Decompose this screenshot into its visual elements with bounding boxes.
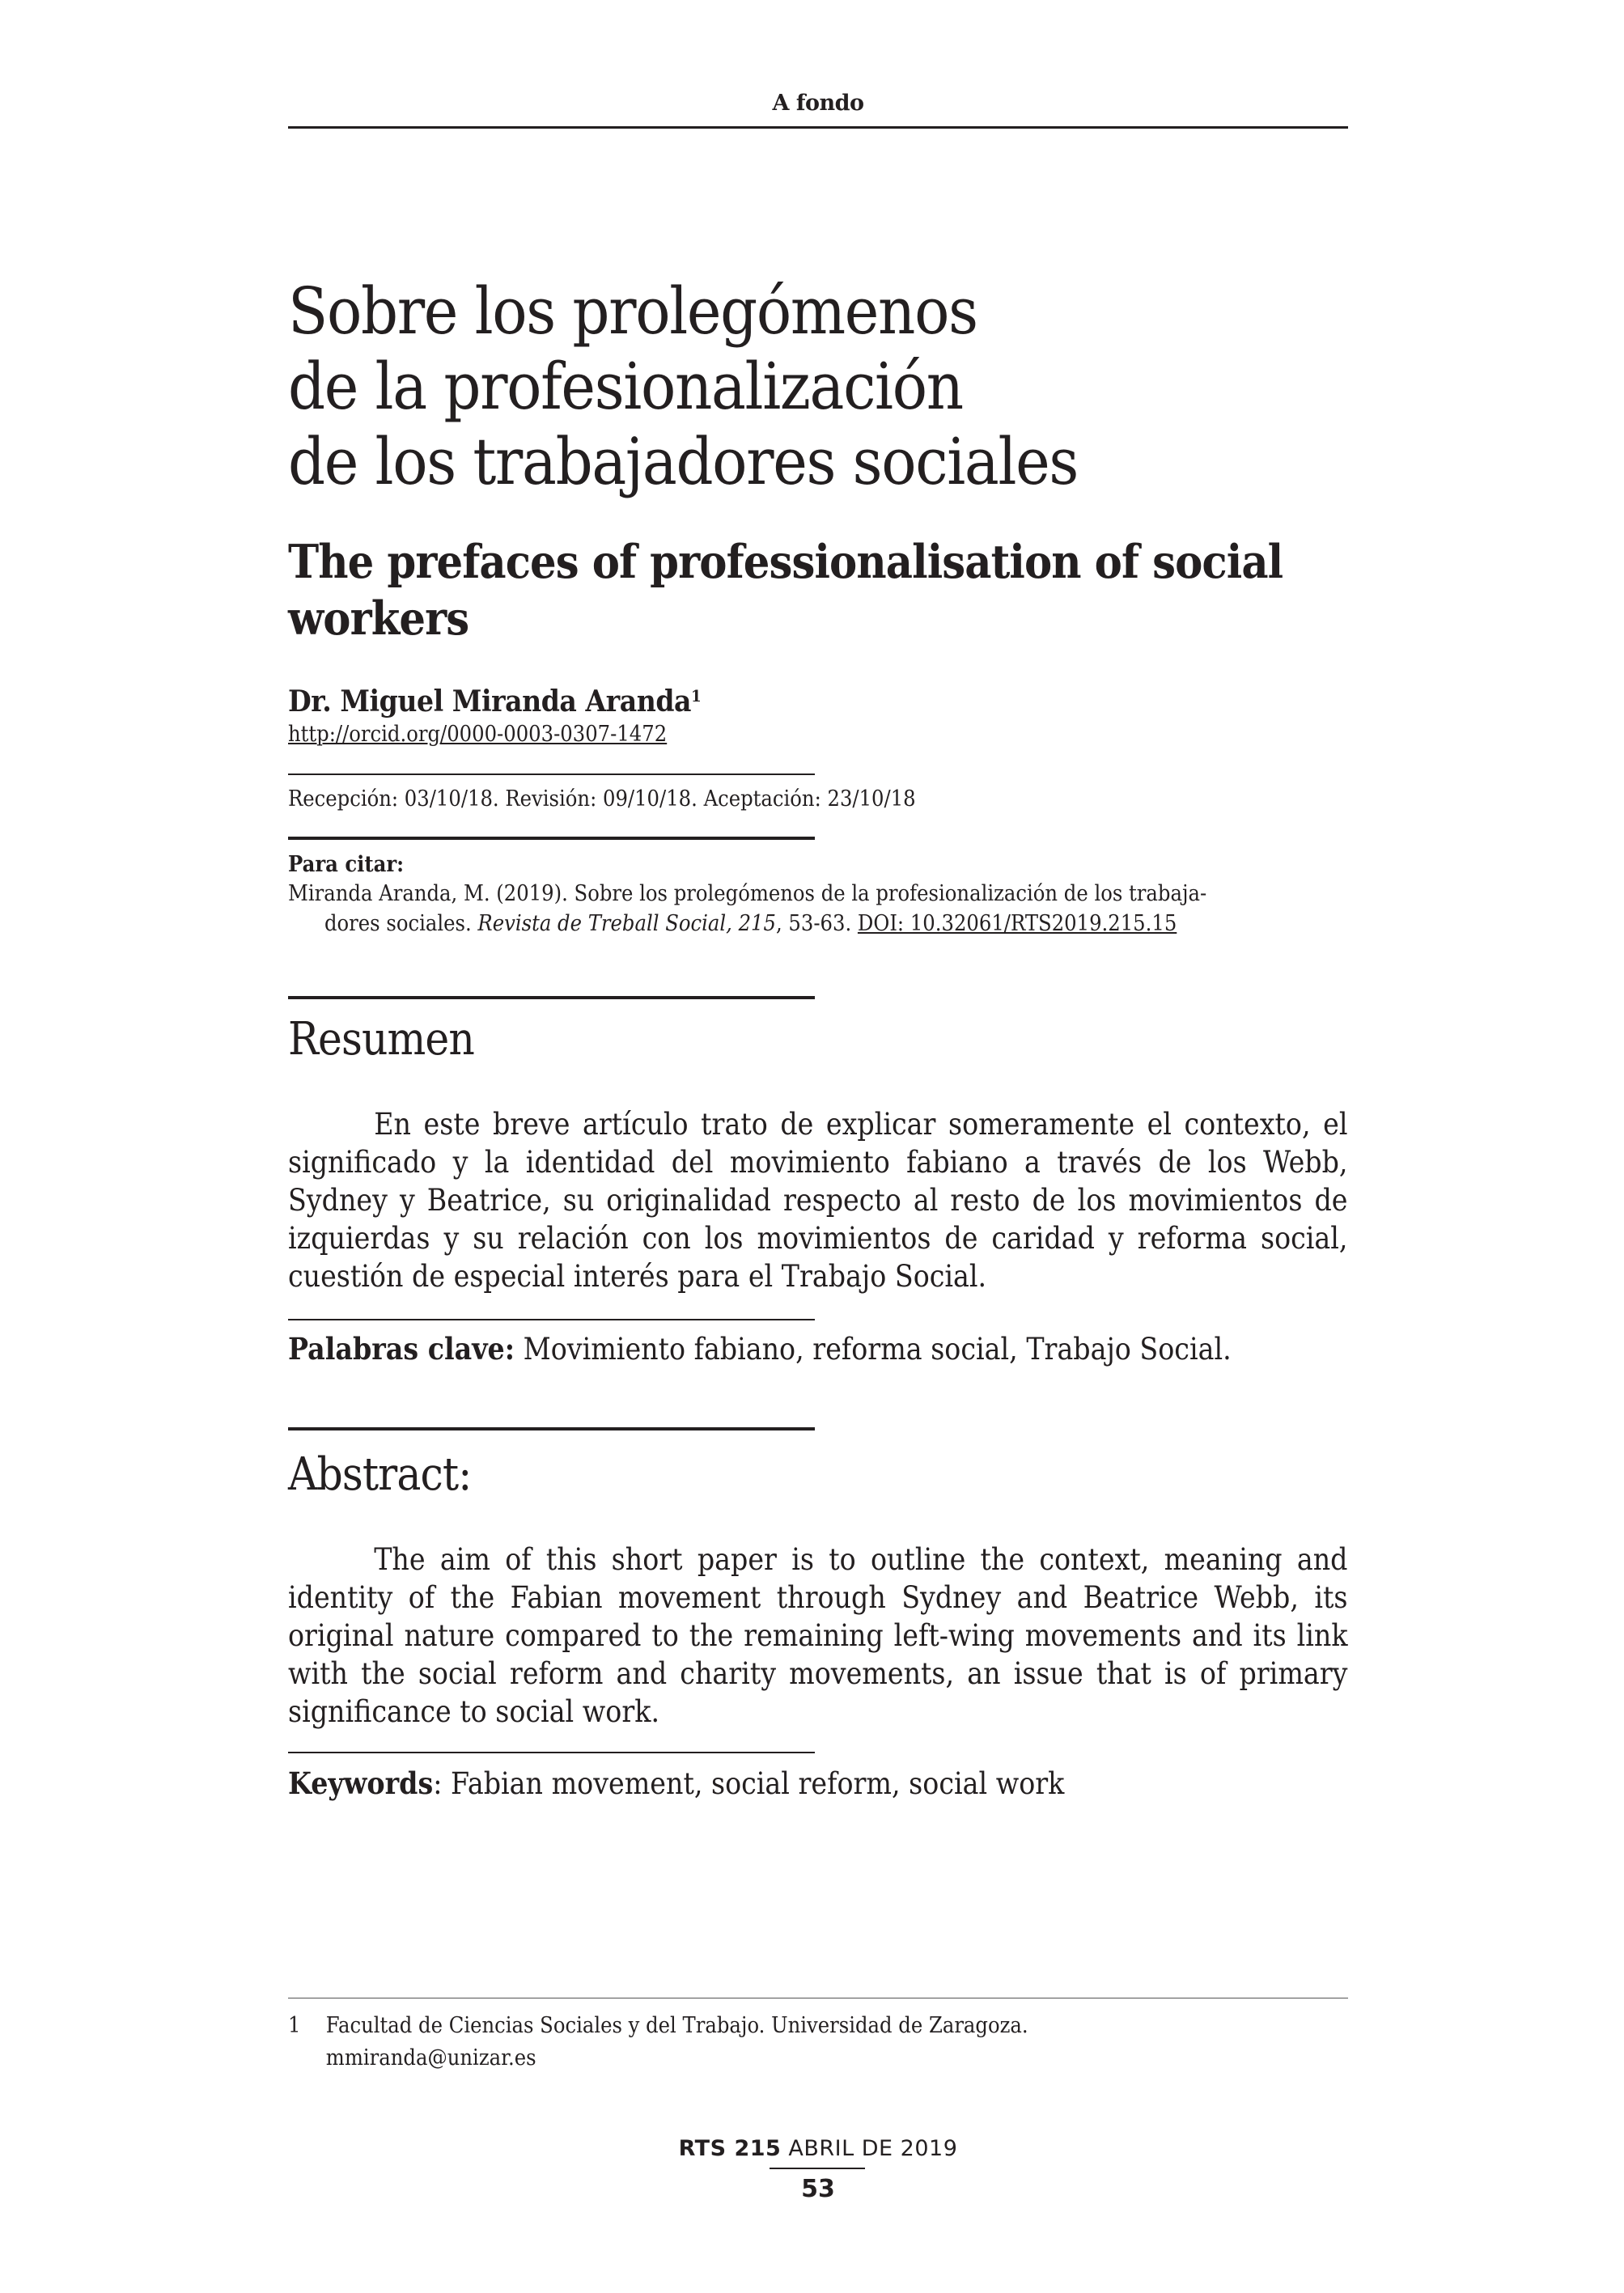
footnote: 1 Facultad de Ciencias Sociales y del Trabajo. Universidad de Zaragoza. mmiranda@unizar.es (288, 2010, 1028, 2075)
title-line-3: de los trabajadores sociales (288, 424, 1079, 499)
author-email[interactable]: mmiranda@unizar.es (325, 2045, 536, 2070)
journal-issue: RTS 215 ABRIL DE 2019 (678, 2136, 958, 2161)
resumen-keywords: Palabras clave: Movimiento fabiano, reforma social, Trabajo Social. (288, 1331, 1232, 1367)
page-number-rule (770, 2168, 865, 2169)
journal-name: Revista de Treball Social, 215 (477, 911, 776, 936)
abstract-top-rule (288, 1427, 815, 1430)
orcid-link[interactable]: http://orcid.org/0000-0003-0307-1472 (288, 722, 668, 747)
resumen-keywords-rule (288, 1319, 815, 1320)
resumen-keywords-label: Palabras clave: (288, 1331, 515, 1367)
article-title (288, 273, 1078, 499)
dates-top-rule (288, 774, 815, 775)
title-line-1: Sobre los prolegómenos (288, 273, 977, 349)
abstract-heading: Abstract: (288, 1448, 472, 1501)
abstract-keywords-label: Keywords (288, 1765, 434, 1801)
citation-label: Para citar: (288, 852, 405, 877)
abstract-keywords: Keywords: Fabian movement, social reform, social work (288, 1765, 1065, 1801)
article-subtitle-english: The prefaces of professionalisation of social workers (288, 535, 1283, 646)
resumen-top-rule (288, 996, 815, 999)
citation-text: Miranda Aranda, M. (2019). Sobre los prolegómenos de la profesionalización de los trabaja- dores sociales. Revista de Treball Social, 215, 53-63. DOI: 10.32061/RTS2019.215.15 (288, 881, 1207, 936)
abstract-body: The aim of this short paper is to outline the context, meaning and identity of the Fabian movement through Sydney and Beatrice Webb, its original nature compared to the remaining left-wing movements and its link with the social reform and charity movements, an issue that is of primary significance to social work. (288, 1542, 1348, 1729)
footnote-number: 1 (288, 2013, 301, 2038)
author-footnote-marker[interactable]: 1 (691, 686, 702, 706)
author-name: Dr. Miguel Miranda Aranda$^1$ (288, 685, 702, 718)
submission-dates: Recepción: 03/10/18. Revisión: 09/10/18. Aceptación: 23/10/18 (288, 786, 916, 812)
doi-link[interactable]: DOI: 10.32061/RTS2019.215.15 (857, 911, 1177, 936)
page-number: 53 (801, 2175, 835, 2203)
title-line-2: de la profesionalización (288, 349, 963, 424)
header-rule (288, 126, 1348, 129)
resumen-body: En este breve artículo trato de explicar someramente el contexto, el significado y la identidad del movimiento fabiano a través de los Webb, Sydney y Beatrice, su originalidad respecto al resto de los movimientos de izquierdas y su relación con los movimientos de caridad y reforma social, cuestión de especial interés para el Trabajo Social. (288, 1107, 1348, 1294)
running-head: A fondo (772, 91, 864, 116)
citation-top-rule (288, 837, 815, 840)
abstract-keywords-rule (288, 1752, 815, 1753)
resumen-heading: Resumen (288, 1013, 474, 1066)
